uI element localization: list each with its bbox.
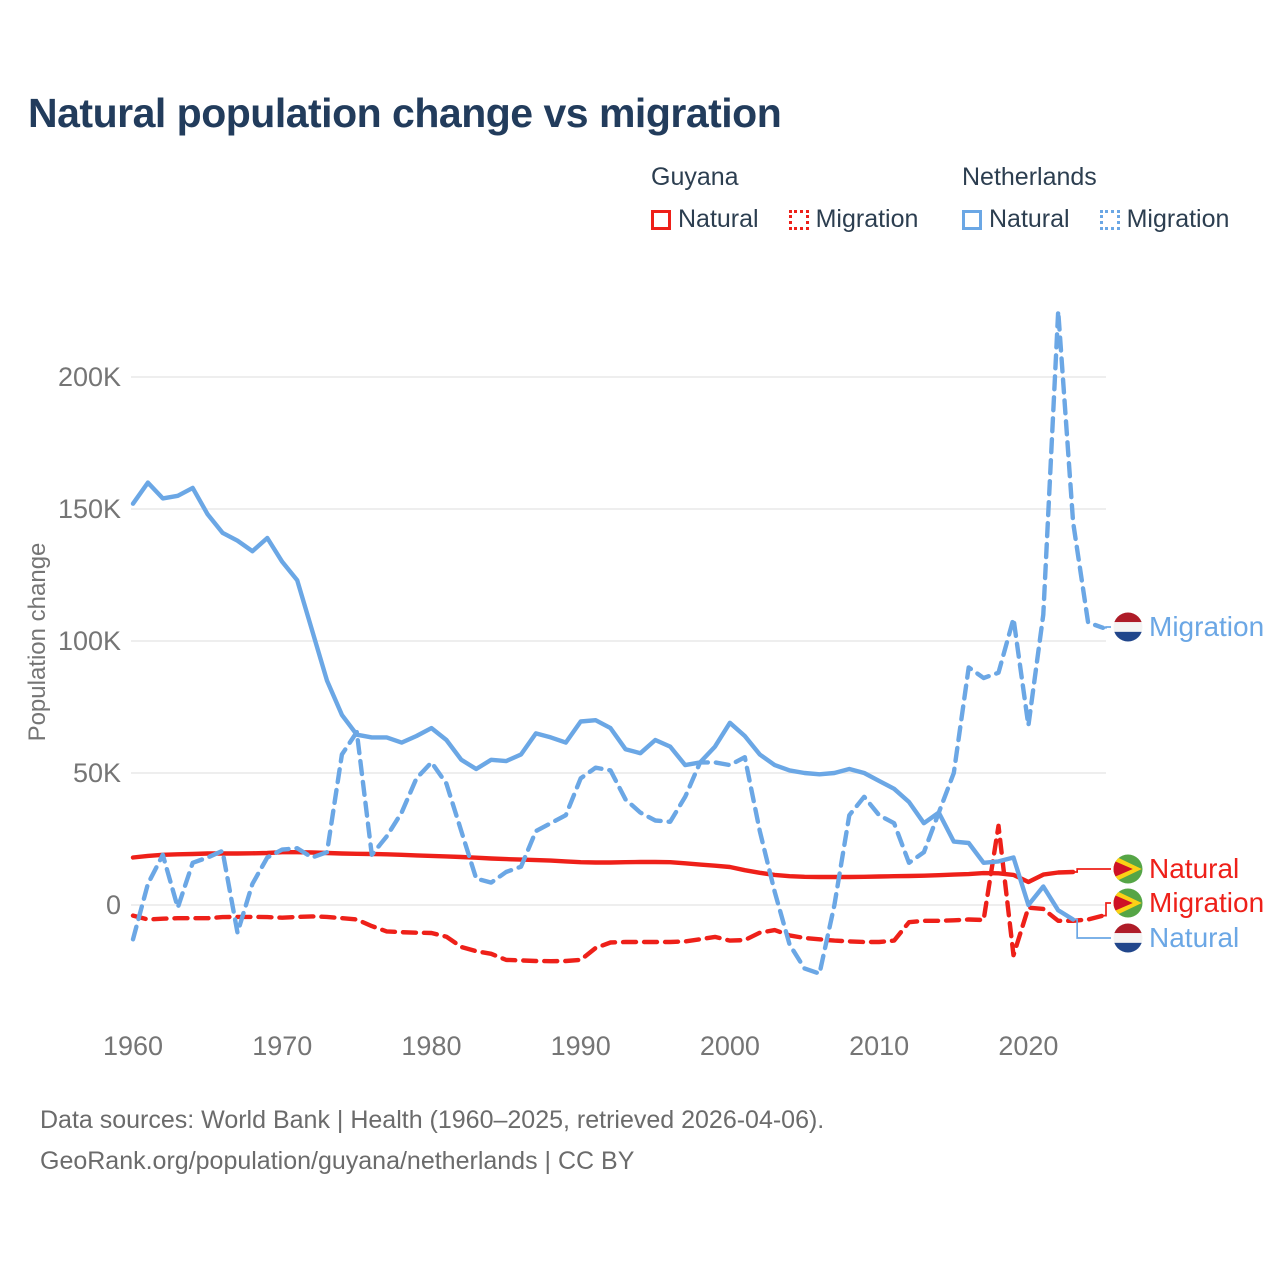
series-line-guyana_migration — [133, 826, 1103, 961]
y-tick-label: 150K — [57, 494, 121, 524]
legend-label: Migration — [815, 205, 919, 233]
guyana-flag-icon — [1114, 889, 1143, 918]
legend-country-netherlands: Netherlands — [962, 163, 1097, 191]
legend-label: Migration — [1126, 205, 1230, 233]
y-tick-label: 50K — [72, 758, 121, 788]
x-tick-label: 2020 — [998, 1031, 1059, 1061]
x-tick-label: 1990 — [550, 1031, 611, 1061]
legend-label: Natural — [989, 205, 1070, 233]
y-tick-label: 200K — [57, 362, 121, 392]
annotation-label-nl-migration: Migration — [1149, 611, 1265, 642]
chart-title: Natural population change vs migration — [28, 90, 782, 136]
x-tick-label: 2000 — [699, 1031, 760, 1061]
annotation-leader-gy-natural — [1073, 869, 1111, 872]
series-line-guyana_natural — [133, 852, 1073, 882]
footer-attribution: GeoRank.org/population/guyana/netherlands | CC BY — [40, 1147, 635, 1175]
chart-footer — [40, 1100, 824, 1182]
annotation-leader-nl-migration — [1103, 627, 1111, 628]
annotation-label-nl-natural: Natural — [1149, 922, 1240, 953]
annotation-label-gy-natural: Natural — [1149, 853, 1240, 884]
legend-country-guyana: Guyana — [651, 163, 739, 191]
y-tick-label: 100K — [57, 626, 121, 656]
guyana-flag-icon — [1114, 855, 1143, 884]
netherlands-flag-icon — [1114, 924, 1143, 953]
x-tick-label: 1960 — [102, 1031, 164, 1061]
x-tick-label: 1980 — [401, 1031, 462, 1061]
legend-label: Natural — [678, 205, 759, 233]
footer-sources: Data sources: World Bank | Health (1960–2025, retrieved 2026-04-06). — [40, 1106, 825, 1134]
annotation-label-gy-migration: Migration — [1149, 887, 1265, 918]
y-axis-title: Population change — [24, 542, 51, 742]
x-tick-label: 1970 — [252, 1031, 313, 1061]
netherlands-flag-icon — [1114, 613, 1143, 642]
y-tick-label: 0 — [105, 890, 121, 920]
x-tick-label: 2010 — [849, 1031, 910, 1061]
